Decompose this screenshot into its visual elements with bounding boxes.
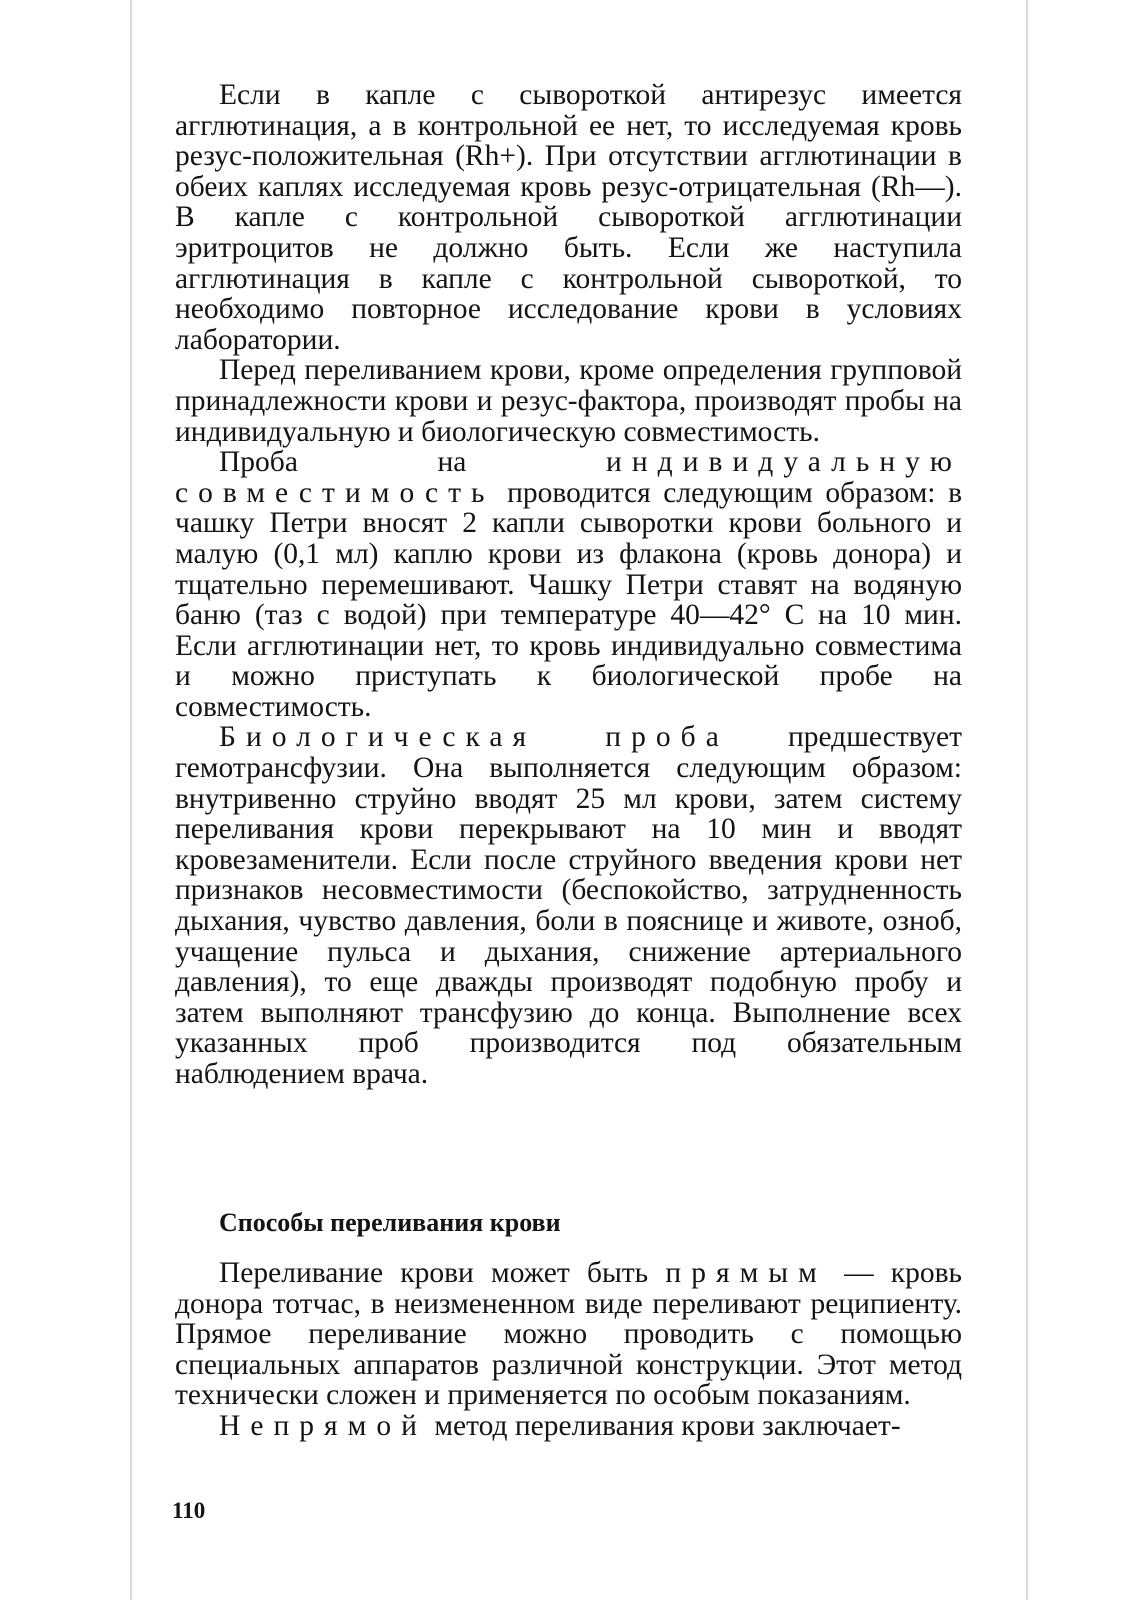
paragraph-text: Перед переливанием крови, кроме определения групповой принадлежности крови и резус-фактора, производят пробы на индивидуальную и биологическую совместимость. bbox=[175, 354, 962, 448]
paragraph-lead: Переливание крови может быть bbox=[219, 1257, 649, 1289]
spaced-term: Биологическая проба bbox=[219, 721, 729, 754]
paragraph-direct-transfusion bbox=[175, 1258, 962, 1411]
paragraph-text: предшествует гемотрансфузии. Она выполняется следующим образом: внутривенно струйно вводят 25 мл крови, затем систему переливания крови перекрывают на 10 мин и вводят кровезаменители. Если после струйного введения крови нет признаков несовместимости (беспокойство, затрудненность дыхания, чувство давления, боли в пояснице и животе, озноб, учащение пульса и дыхания, снижение артериального давления), то еще дважды производят подобную пробу и затем выполняют трансфузию до конца. Выполнение всех указанных проб производится под обязательным наблюдением врача. bbox=[175, 721, 962, 1090]
paragraph-text: проводится следующим образом: в чашку Петри вносят 2 капли сыворотки крови больного и малую (0,1 мл) каплю крови из флакона (кровь донора) и тщательно перемешивают. Чашку Петри ставят на водяную баню (таз с водой) при температуре 40—42° С на 10 мин. Если агглютинации нет, то кровь индивидуально совместима и можно приступать к биологической пробе на совместимость. bbox=[175, 476, 962, 723]
section-body-text bbox=[175, 1258, 962, 1442]
spaced-term: Непрямой bbox=[219, 1409, 427, 1442]
paragraph-text: метод переливания крови заключает- bbox=[434, 1409, 901, 1442]
paragraph-rh-test bbox=[175, 80, 962, 355]
paragraph-indirect-transfusion bbox=[175, 1411, 962, 1442]
paragraph-text: — кровь донора тотчас, в неизмененном виде переливают реципиенту. Прямое переливание можно проводить с помощью специальных аппаратов различной конструкции. Этот метод технически сложен и применяется по особым показаниям. bbox=[175, 1257, 963, 1412]
paragraph-compatibility-intro bbox=[175, 355, 962, 447]
spaced-term: прямым bbox=[665, 1257, 827, 1289]
paragraph-individual-test bbox=[175, 447, 962, 722]
paragraph-biological-test bbox=[175, 722, 962, 1089]
paragraph-lead: Проба на bbox=[219, 446, 467, 479]
paragraph-text: Если в капле с сывороткой антирезус имеется агглютинация, а в контрольной ее нет, то исследуемая кровь резус-положительная (Rh+). При отсутствии агглютинации в обеих каплях исследуемая кровь резус-отрицательная (Rh—). В капле с контрольной сывороткой агглютинации эритроцитов не должно быть. Если же наступила агглютинация в капле с контрольной сывороткой, то необходимо повторное исследование крови в условиях лаборатории. bbox=[175, 79, 962, 356]
spaced-term: индивидуальную совместимость bbox=[175, 446, 962, 509]
page-left-edge bbox=[130, 0, 132, 1600]
page-right-edge bbox=[1026, 0, 1028, 1600]
page-number: 110 bbox=[172, 1498, 206, 1523]
body-text bbox=[175, 80, 962, 1090]
section-heading: Способы переливания крови bbox=[219, 1208, 561, 1237]
